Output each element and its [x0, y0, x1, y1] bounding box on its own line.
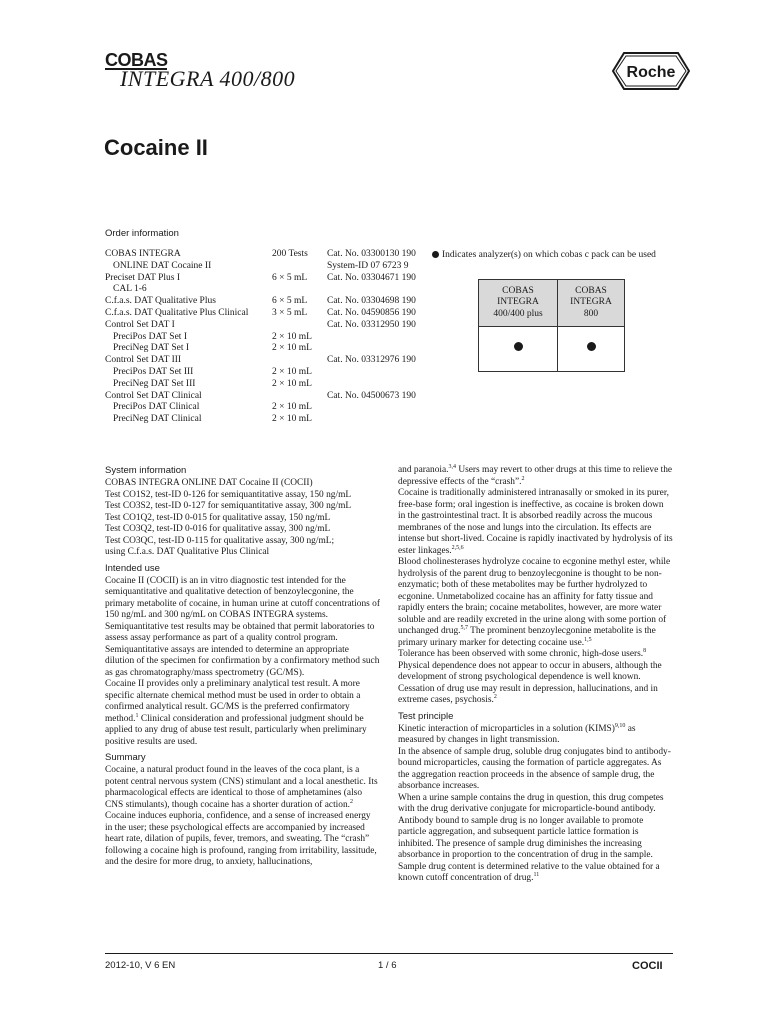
intended-use-paragraph-1: Cocaine II (COCII) is an in vitro diagnostic test intended for the semiquantitative and qualitative detection of benzoylecgonine, the primary metabolite of cocaine, in human urine at cutoff concentrations of 150 ng/mL and 300 ng/mL on COBAS INTEGRA systems. Semiquantitative test results may be obtained that permit laboratories to assess assay performance as part of a quality control program. Semiquantitative assays are intended to determine an appropriate dilution of the specimen for confirmation by a confirmatory method such as gas chromatography/mass spectrometry (GC/MS).	[105, 575, 380, 678]
order-item-quantity: 6 × 5 mL	[272, 296, 308, 307]
test-principle-text-1b: as measured by changes in light transmission.	[398, 723, 636, 745]
order-item-catalog-number: Cat. No. 03312976 190	[327, 355, 416, 366]
summary-continued-paragraph-2	[398, 488, 673, 557]
available-dot-icon	[514, 342, 523, 351]
summary-cont-text: and paranoia.	[398, 465, 449, 475]
order-item-quantity: 2 × 10 mL	[272, 366, 312, 377]
summary-cont-text-b: Users may revert to other drugs at this time to relieve the depressive effects of the “crash”.	[398, 465, 673, 487]
analyzer-legend	[432, 250, 656, 262]
right-column	[398, 465, 673, 885]
footer-divider	[105, 953, 673, 954]
reference-mark: 2	[350, 798, 353, 805]
system-info-line: COBAS INTEGRA ONLINE DAT Cocaine II (COCII)	[105, 478, 313, 488]
summary-cont-text-3b: The prominent benzoylecgonine metabolite is the primary urinary marker for detecting cocaine use.	[398, 626, 656, 648]
test-principle-heading: Test principle	[398, 710, 454, 722]
order-item-catalog-number: Cat. No. 03300130 190	[327, 249, 416, 259]
order-item-quantity: 2 × 10 mL	[272, 378, 312, 389]
order-item-quantity: 2 × 10 mL	[272, 414, 312, 425]
roche-logo-text: Roche	[626, 64, 676, 81]
product-name: INTEGRA 400/800	[120, 66, 296, 91]
order-item-quantity: 3 × 5 mL	[272, 307, 308, 318]
summary-heading: Summary	[105, 752, 146, 763]
order-item-catalog-number: Cat. No. 03312950 190	[327, 319, 416, 330]
system-info-line: Test CO3Q2, test-ID 0-016 for qualitative assay, 300 ng/mL	[105, 524, 331, 534]
order-item-name: PreciPos DAT Set III	[113, 366, 194, 377]
analyzer-col-400-line3: 400/400 plus	[493, 308, 543, 319]
analyzer-col-400-line2: INTEGRA	[497, 297, 539, 308]
analyzer-table	[478, 279, 625, 372]
order-item-name: COBAS INTEGRA	[105, 249, 181, 259]
system-info-line: Test CO3QC, test-ID 0-115 for qualitative assay, 300 ng/mL;	[105, 535, 335, 546]
order-info-table	[105, 249, 430, 426]
test-principle-paragraph-2: In the absence of sample drug, soluble drug conjugates bind to antibody-bound microparticles, causing the formation of particle aggregates. As the aggregation reaction proceeds in the absence of sample drug, the absorbance increases.	[398, 746, 671, 791]
intended-use-p2-text-cont: Clinical consideration and professional judgment should be applied to any drug of abuse test result, particularly when preliminary positive results are used.	[105, 713, 367, 747]
order-item-quantity: 2 × 10 mL	[272, 402, 312, 413]
intended-use-p2-text: Cocaine II provides only a preliminary analytical test result. A more specific alternate chemical method must be used in order to obtain a confirmed analytical result. GC/MS is the preferred confirmatory method.	[105, 679, 361, 724]
analyzer-400-available	[479, 327, 558, 372]
order-item-name: PreciNeg DAT Set III	[113, 378, 196, 389]
reference-mark: 5,7	[460, 624, 468, 631]
order-item-name: C.f.a.s. DAT Qualitative Plus	[105, 296, 216, 307]
summary-continued-paragraph-1	[398, 465, 673, 488]
test-principle-paragraph-3	[398, 793, 673, 885]
system-info-line: Test CO1S2, test-ID 0-126 for semiquantitative assay, 150 ng/mL	[105, 489, 352, 500]
order-row	[105, 343, 430, 355]
available-dot-icon	[587, 342, 596, 351]
reference-mark: 2	[521, 475, 525, 482]
order-row	[105, 355, 430, 367]
roche-logo	[612, 52, 690, 90]
analyzer-col-800-line2: INTEGRA	[570, 297, 612, 308]
document-title: Cocaine II	[104, 135, 208, 160]
summary-cont-text-3: Blood cholinesterases hydrolyze cocaine to ecgonine methyl ester, while hydrolysis of the parent drug to benzoylecgonine is thought to be non-enzymatic; both of these metabolites may be further hydrolyzed to ecgonine. Unmetabolized cocaine has an affinity for fatty tissue and rapidly enters the brain; cocaine metabolites, however, are more water soluble and are readily excreted in the urine along with some portion of unchanged drug.	[398, 557, 671, 636]
analyzer-col-800	[558, 280, 625, 327]
order-row	[105, 320, 430, 332]
intended-use-paragraph-2	[105, 679, 380, 748]
bullet-icon	[432, 251, 439, 258]
order-row	[105, 273, 430, 285]
footer-version: 2012-10, V 6 EN	[105, 960, 176, 971]
order-item-quantity: 2 × 10 mL	[272, 343, 312, 354]
order-item-catalog-number: Cat. No. 04590856 190	[327, 307, 416, 318]
order-item-name: ONLINE DAT Cocaine II	[113, 260, 212, 271]
analyzer-col-800-line1: COBAS	[575, 285, 607, 296]
order-row	[105, 332, 430, 344]
reference-mark: 8	[643, 647, 647, 654]
system-info-line: using C.f.a.s. DAT Qualitative Plus Clinical	[105, 547, 270, 557]
footer-page-number: 1 / 6	[378, 960, 397, 971]
intended-use-heading: Intended use	[105, 562, 160, 574]
summary-text-cont: Cocaine induces euphoria, confidence, and a sense of increased energy in the user; these psychological effects are accompanied by increased heart rate, dilation of pupils, fever, tremors, and sweating. The “crash” following a cocaine high is profound, ranging from irritability, lassitude, and the desire for more drug, to anxiety, hallucinations,	[105, 811, 377, 867]
left-column	[105, 465, 380, 869]
order-item-quantity: 2 × 10 mL	[272, 331, 312, 342]
summary-cont-text-2: Cocaine is traditionally administered intranasally or smoked in its purer, free-base form; oral ingestion is ineffective, as cocaine is broken down in the gastrointestinal tract. It is absorbed readily across the mucous membranes of the nose and lungs into the circulation. Its effects are intense but short-lived. Cocaine is rapidly inactivated by hydrolysis of its ester linkages.	[398, 488, 673, 556]
analyzer-col-400	[479, 280, 558, 327]
order-row	[105, 284, 430, 296]
order-item-name: PreciPos DAT Clinical	[113, 402, 200, 413]
order-item-quantity: 6 × 5 mL	[272, 272, 308, 283]
order-item-catalog-number: Cat. No. 03304671 190	[327, 272, 416, 283]
analyzer-col-400-line1: COBAS	[502, 285, 534, 296]
order-row	[105, 261, 430, 273]
order-item-name: PreciNeg DAT Clinical	[113, 414, 202, 425]
cobas-brand-text: COBAS	[105, 50, 168, 70]
order-item-catalog-number: Cat. No. 04500673 190	[327, 390, 416, 401]
order-row	[105, 249, 430, 261]
summary-paragraph	[105, 765, 380, 869]
summary-continued-paragraph-3	[398, 557, 673, 649]
system-info-line: Test CO3S2, test-ID 0-127 for semiquantitative assay, 300 ng/mL	[105, 501, 352, 511]
order-item-name: CAL 1-6	[113, 284, 147, 295]
reference-mark: 1,5	[584, 636, 592, 643]
order-row	[105, 308, 430, 320]
reference-mark: 2,5,6	[451, 544, 464, 551]
order-item-catalog-number: System-ID 07 6723 9	[327, 260, 409, 271]
analyzer-col-800-line3: 800	[583, 308, 599, 319]
order-item-name: Control Set DAT III	[105, 355, 182, 366]
test-principle-paragraph-1	[398, 724, 673, 747]
legend-text: Indicates analyzer(s) on which cobas c pack can be used	[442, 250, 656, 260]
reference-mark: 9,10	[614, 722, 626, 729]
reference-mark: 11	[533, 871, 540, 878]
order-info-heading: Order information	[105, 228, 179, 239]
order-item-name: Control Set DAT I	[105, 319, 175, 330]
footer-code: COCII	[632, 960, 663, 972]
order-row	[105, 379, 430, 391]
system-info-lines	[105, 478, 380, 559]
test-principle-text-3: When a urine sample contains the drug in question, this drug competes with the drug derivative conjugate for microparticle-bound antibody. Antibody bound to sample drug is no longer available to promote particle aggregation, and subsequent particle lattice formation is inhibited. The presence of sample drug diminishes the increasing absorbance in proportion to the concentration of drug in the sample. Sample drug content is determined relative to the value obtained for a known cutoff concentration of drug.	[398, 792, 664, 883]
order-item-name: PreciNeg DAT Set I	[113, 343, 190, 354]
order-item-name: Control Set DAT Clinical	[105, 390, 202, 401]
reference-mark: 2	[493, 693, 497, 700]
summary-cont-text-4: Tolerance has been observed with some chronic, high-dose users.	[398, 649, 644, 659]
summary-cont-text-4b: Physical dependence does not appear to occur in abusers, although the development of strong psychological dependence is well known. Cessation of drug use may result in depression, hallucinations, and in extreme cases, psychosis.	[398, 660, 662, 705]
system-info-heading: System information	[105, 465, 187, 476]
order-row	[105, 402, 430, 414]
test-principle-text-1: Kinetic interaction of microparticles in a solution (KIMS)	[398, 723, 615, 734]
order-item-name: C.f.a.s. DAT Qualitative Plus Clinical	[105, 307, 249, 318]
order-item-catalog-number: Cat. No. 03304698 190	[327, 296, 416, 307]
analyzer-800-available	[558, 327, 625, 372]
order-item-name: PreciPos DAT Set I	[113, 331, 187, 342]
reference-mark: 1	[135, 712, 139, 719]
order-item-name: Preciset DAT Plus I	[105, 272, 181, 283]
order-item-quantity: 200 Tests	[272, 249, 308, 259]
order-row	[105, 391, 430, 403]
summary-text: Cocaine, a natural product found in the leaves of the coca plant, is a potent central nervous system (CNS) stimulant and a local anesthetic. Its pharmacological effects are identical to those of amphetamines (also CNS stimulants), though cocaine has a shorter duration of action.	[105, 765, 378, 810]
summary-continued-paragraph-4	[398, 649, 673, 707]
system-info-line: Test CO1Q2, test-ID 0-015 for qualitative assay, 150 ng/mL	[105, 512, 331, 523]
reference-mark: 3,4	[448, 463, 456, 470]
order-row	[105, 414, 430, 426]
order-row	[105, 296, 430, 308]
order-row	[105, 367, 430, 379]
